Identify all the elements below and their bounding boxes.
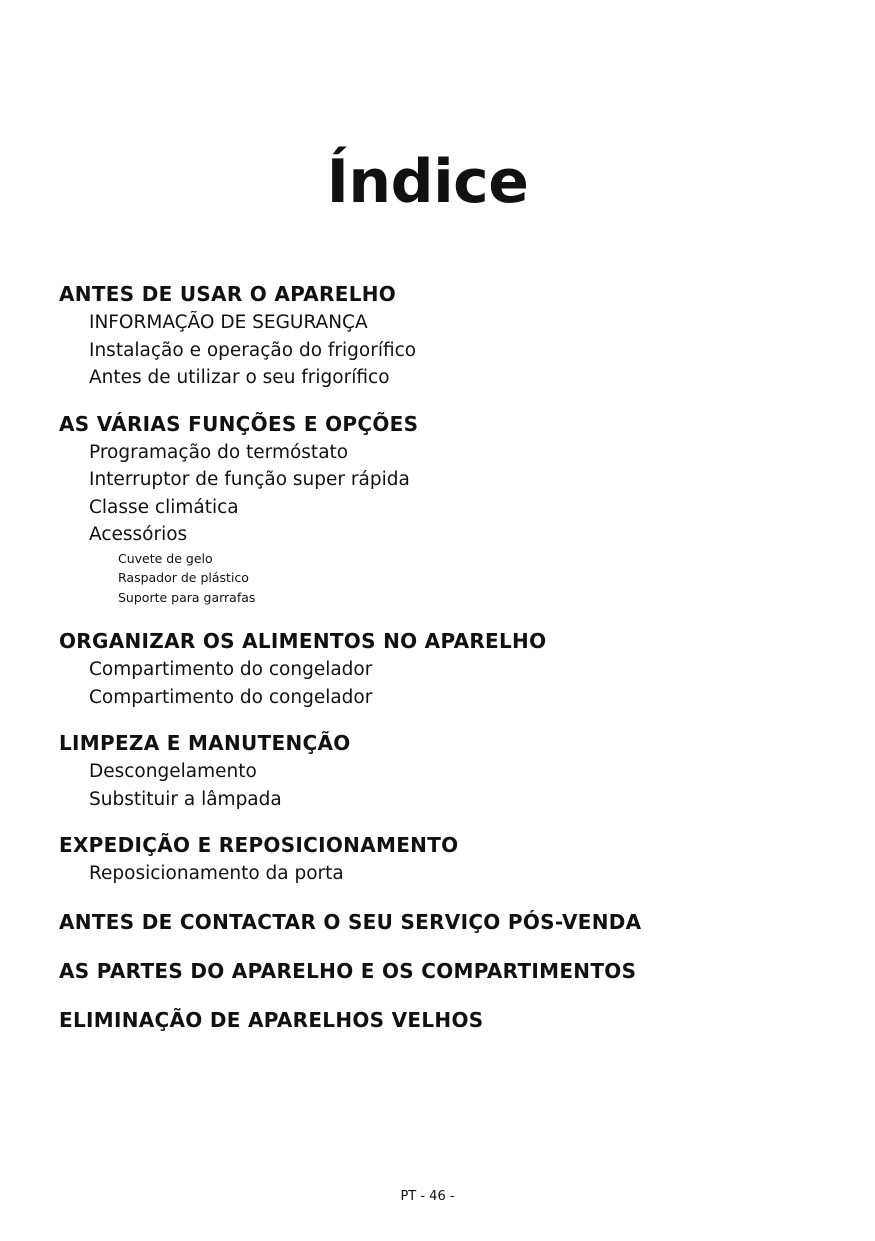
toc-entry: Compartimento do congelador xyxy=(89,686,373,708)
toc-entry: INFORMAÇÃO DE SEGURANÇA xyxy=(89,312,368,333)
toc-entry: Antes de utilizar o seu frigorífico xyxy=(89,367,390,388)
section-heading: ANTES DE USAR O APARELHO xyxy=(59,282,397,306)
toc-subentry: Raspador de plástico xyxy=(118,570,249,585)
section-heading: AS VÁRIAS FUNÇÕES E OPÇÕES xyxy=(59,411,419,436)
table-of-contents xyxy=(59,279,839,1035)
toc-entry: Reposicionamento da porta xyxy=(89,863,344,884)
toc-entry: Instalação e operação do frigorífico xyxy=(89,339,417,361)
toc-section-limpeza-manutencao xyxy=(59,728,839,813)
section-heading: LIMPEZA E MANUTENÇÃO xyxy=(59,731,351,755)
toc-section-partes-aparelho xyxy=(59,956,839,986)
toc-section-antes-de-usar xyxy=(59,279,839,392)
section-heading: ANTES DE CONTACTAR O SEU SERVIÇO PÓS-VENDA xyxy=(59,909,642,934)
toc-section-servico-pos-venda xyxy=(59,907,839,937)
toc-section-eliminacao xyxy=(59,1005,839,1035)
toc-entry: Classe climática xyxy=(89,496,239,518)
toc-subentry: Cuvete de gelo xyxy=(118,550,213,566)
toc-entry: Programação do termóstato xyxy=(89,441,349,463)
toc-entry: Compartimento do congelador xyxy=(89,659,373,680)
toc-section-expedicao xyxy=(59,830,839,888)
toc-entry: Interruptor de função super rápida xyxy=(89,469,410,490)
page-title: Índice xyxy=(326,147,529,217)
section-heading: ELIMINAÇÃO DE APARELHOS VELHOS xyxy=(59,1007,484,1032)
toc-entry: Acessórios xyxy=(89,524,188,545)
toc-section-funcoes-opcoes xyxy=(59,409,839,608)
section-heading: ORGANIZAR OS ALIMENTOS NO APARELHO xyxy=(59,629,547,653)
section-heading: AS PARTES DO APARELHO E OS COMPARTIMENTOS xyxy=(59,958,637,983)
toc-subentry: Suporte para garrafas xyxy=(118,589,256,605)
section-heading: EXPEDIÇÃO E REPOSICIONAMENTO xyxy=(59,833,459,857)
toc-entry: Substituir a lâmpada xyxy=(89,788,282,810)
toc-entry: Descongelamento xyxy=(89,761,257,782)
toc-section-organizar-alimentos xyxy=(59,626,839,711)
page-number: PT - 46 - xyxy=(400,1189,455,1204)
